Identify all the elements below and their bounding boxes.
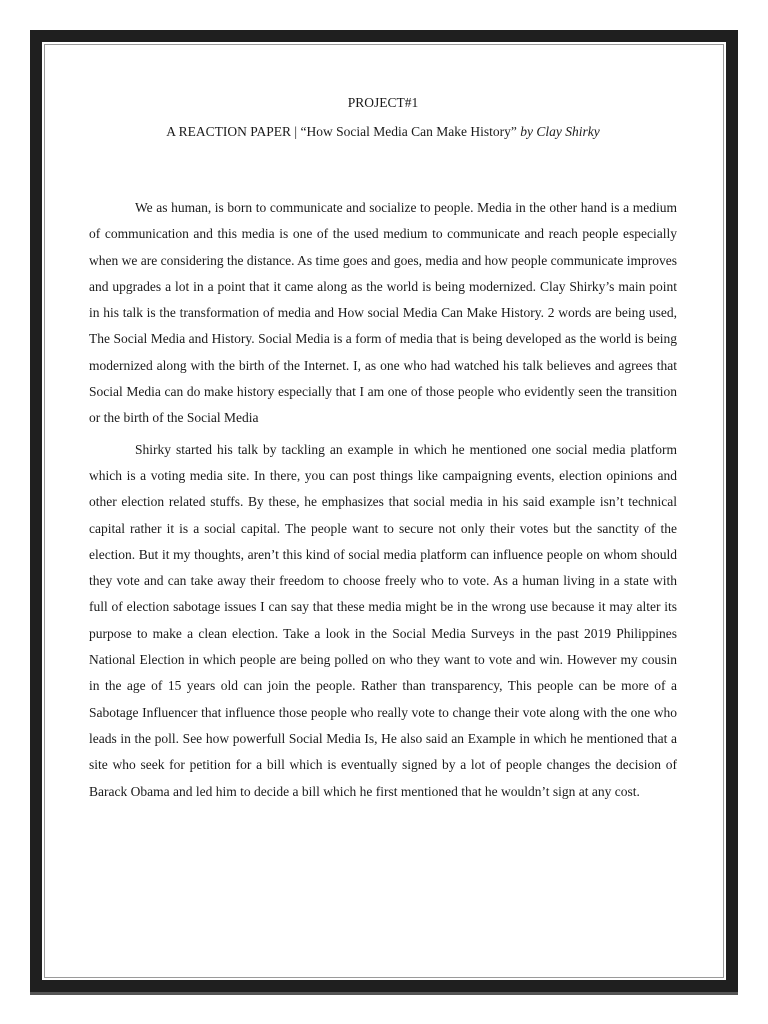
page-shadow <box>30 992 738 995</box>
paper-title <box>89 123 677 140</box>
paper-author: by Clay Shirky <box>520 124 600 139</box>
paper-body <box>89 195 677 805</box>
document-content <box>89 94 677 805</box>
project-label: PROJECT#1 <box>347 95 419 110</box>
paragraph-2: Shirky started his talk by tackling an example in which he mentioned one social media platform which is a voting media site. In there, you can post things like campaigning events, election opinions and other election related stuffs. By these, he emphasizes that social media in his said example isn’t technical capital rather it is a social capital. The people want to secure not only their votes but the sanctity of the election. But it my thoughts, aren’t this kind of social media platform can influence people on whom should they vote and can take away their freedom to choose freely who to vote. As a human living in a state with full of election sabotage issues I can say that these media might be in the wrong use because it may alter its purpose to make a clean election. Take a look in the Social Media Surveys in the past 2019 Philippines National Election in which people are being polled on who they want to vote and win. However my cousin in the age of 15 years old can join the people. Rather than transparency, This people can be more of a Sabotage Influencer that influence those people who really vote to change their vote along with the one who leads in the poll. See how powerfull Social Media Is, He also said an Example in which he mentioned that a site who seek for petition for a bill which is eventually signed by a lot of people changes the decision of Barack Obama and led him to decide a bill which he first mentioned that he wouldn’t sign at any cost. <box>89 441 677 799</box>
paper-title-text: A REACTION PAPER | “How Social Media Can Make History” <box>166 124 517 139</box>
paragraph-1: We as human, is born to communicate and socialize to people. Media in the other hand is a medium of communication and this media is one of the used medium to communicate and reach people especially when we are considering the distance. As time goes and goes, media and how people communicate improves and upgrades a lot in a point that it came along as the world is being modernized. Clay Shirky’s main point in his talk is the transformation of media and How social Media Can Make History. 2 words are being used, The Social Media and History. Social Media is a form of media that is being developed as the world is being modernized along with the birth of the Internet. I, as one who had watched his talk believes and agrees that Social Media can do make history especially that I am one of those people who evidently seen the transition or the birth of the Social Media <box>89 200 677 426</box>
